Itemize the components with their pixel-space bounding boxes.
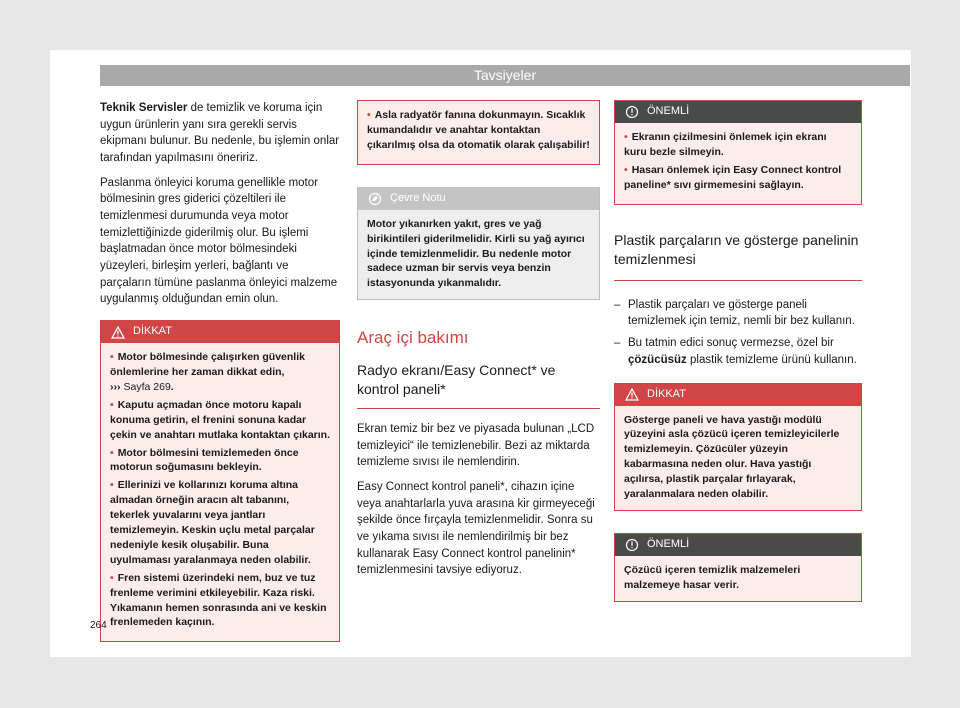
bullet: •: [110, 351, 114, 364]
subsection-title: Plastik parçaların ve gösterge panelinin temizlenmesi: [614, 231, 862, 281]
info-circle-icon: [625, 538, 639, 552]
notice-title: ÖNEMLİ: [647, 105, 690, 118]
page: [50, 50, 911, 657]
notice-header: [615, 534, 861, 556]
paragraph-panel: Easy Connect kontrol paneli*, cihazın içine veya anahtarlarla yuva arasına kir girmeyeceği şekilde önce fırçayla temizlenmelidir. Sonra su ve yıkama sıvısı ile nemlendirilmiş bir bez kullanarak Easy Connect kontrol panelinin* temizlenmesini tavsiye ediyoruz.: [357, 481, 595, 577]
notice-box: [614, 533, 862, 602]
warning-header: [615, 384, 861, 406]
warning-item-text: Fren sistemi üzerindeki nem, buz ve tuz frenleme verimini etkileyebilir. Kaza riski. Yıkamanın hemen sonrasında ani ve keskin frenlemeden kaçının.: [110, 571, 327, 629]
page-reference-link[interactable]: [110, 381, 171, 393]
warning-box: [100, 320, 340, 642]
warning-item-text: Asla radyatör fanına dokunmayın. Sıcaklık kumandalıdır ve anahtar kontaktan çıkarılmış olsa da otomatik olarak çalışabilir!: [367, 109, 590, 151]
dash: –: [614, 298, 621, 311]
notice-item: [624, 163, 852, 193]
paragraph-service: [100, 100, 340, 167]
info-circle-icon: [625, 105, 639, 119]
bullet: •: [367, 109, 371, 121]
column-middle: [357, 100, 600, 587]
eco-note-box: [357, 187, 600, 301]
paragraph-rust: Paslanma önleyici koruma genellikle motor bölmesinin gres giderici çözeltileri ile temizlenmesi durumunda veya motor temizlettiğinizde giderilmiş olur. Bu işlemi başlatmadan önce motor bölmesindeki yüzeyleri, birleşim yerleri, bağlantı ve parçaların tümüne paslanma önleyici malzeme uygulanmış olduğundan emin olun.: [100, 176, 338, 306]
warning-item: [110, 398, 330, 443]
warning-title: DİKKAT: [647, 387, 686, 400]
notice-item-text: Hasarı önlemek için Easy Connect kontrol paneline* sıvı girmemesini sağlayın.: [624, 163, 842, 191]
notice-body: [615, 123, 861, 204]
warning-triangle-icon: [625, 388, 639, 402]
notice-item: [624, 130, 852, 160]
warning-continuation-body: [358, 101, 599, 164]
xref-text: Sayfa 269: [123, 380, 171, 393]
warning-body: Gösterge paneli ve hava yastığı modülü yüzeyini asla çözücü içeren temizleyicilerle temizlemeyin. Çözücüler yüzeyin kabarmasına neden olur. Hava yastığı açılırsa, plastik parçalar fırlayarak, yaralanmalara neden olabilir.: [624, 413, 840, 501]
list-text-b: plastik temizleme ürünü kullanın.: [686, 353, 857, 366]
warning-box: [614, 383, 862, 511]
warning-title: DİKKAT: [133, 325, 172, 338]
warning-triangle-icon: [111, 325, 125, 339]
notice-body: Çözücü içeren temizlik malzemeleri malzemeye hasar verir.: [624, 563, 801, 591]
warning-body: [101, 343, 339, 641]
service-text: de temizlik ve koruma için uygun ürünlerin yanı sıra gerekli servis ekipmanı bulunur. Bu nedenle, bu işlemin onlar tarafından yapılmasını öneririz.: [100, 102, 340, 165]
list-item: [614, 297, 862, 330]
bullet: •: [624, 163, 628, 176]
warning-header: [101, 321, 339, 343]
bullet: •: [110, 446, 114, 459]
warning-item: [110, 571, 330, 631]
warning-item-text: Kaputu açmadan önce motoru kapalı konuma getirin, el frenini sonuna kadar çekin ve anahtarı mutlaka kontaktan çıkarın.: [110, 398, 331, 441]
bullet: •: [110, 479, 114, 492]
column-left: [100, 100, 340, 654]
list-item: [614, 335, 862, 368]
list-text-bold: çözücüsüz: [628, 353, 687, 366]
xref-arrow-icon: ›››: [110, 380, 121, 393]
list-item-text: [628, 335, 862, 368]
list-item-text: Plastik parçaları ve gösterge paneli temizlemek için temiz, nemli bir bez kullanın.: [628, 298, 855, 328]
bullet: •: [110, 571, 114, 584]
warning-item: [367, 108, 590, 153]
warning-item: [110, 446, 330, 476]
subsection-title: Radyo ekranı/Easy Connect* ve kontrol paneli*: [357, 361, 600, 409]
warning-item: [110, 478, 330, 567]
notice-header: [615, 101, 861, 123]
page-header: Tavsiyeler: [100, 65, 910, 86]
list-text-a: Bu tatmin edici sonuç vermezse, özel bir: [628, 337, 834, 350]
warning-item-text: Ellerinizi ve kollarınızı koruma altına almadan örneğin aracın alt tabanını, tekerlek yuvalarını veya jantları temizlemeyin. Keskin uçlu metal parçalar nedeniyle kesik oluşabilir. Buna uyulmaması yaralanmaya neden olabilir.: [110, 479, 315, 566]
eco-note-body: Motor yıkanırken yakıt, gres ve yağ birikintileri giderilmelidir. Kirli su yağ ayırıcı içinde temizlenmelidir. Bu nedenle motor sadece uzman bir servis veya benzin istasyonunda yıkanmalıdır.: [358, 210, 599, 300]
bullet: •: [110, 398, 114, 411]
dash: –: [614, 337, 621, 350]
column-right: [614, 100, 862, 614]
paragraph-screen: Ekran temiz bir bez ve piyasada bulunan „LCD temizleyici“ ile temizlenebilir. Bezi az miktarda temizleme sıvısı ile nemlendirin.: [357, 423, 595, 469]
eco-note-header: [358, 188, 599, 210]
notice-box: [614, 100, 862, 205]
eco-note-title: Çevre Notu: [390, 191, 446, 204]
warning-item: • Motor bölmesinde çalışırken güvenlik önlemlerine her zaman dikkat edin, ››› Sayfa 269.: [110, 351, 305, 393]
notice-title: ÖNEMLİ: [647, 537, 690, 550]
warning-item-text: Motor bölmesini temizlemeden önce motorun soğumasını bekleyin.: [110, 446, 299, 474]
warning-continuation-box: [357, 100, 600, 165]
notice-item-text: Ekranın çizilmesini önlemek için ekranı kuru bezle silmeyin.: [624, 131, 827, 158]
service-term: Teknik Servisler: [100, 102, 188, 114]
bullet: •: [624, 131, 628, 143]
leaf-icon: [368, 192, 382, 206]
section-title: Araç içi bakımı: [357, 328, 469, 348]
page-number: 264: [90, 620, 107, 631]
warning-item-text: Motor bölmesinde çalışırken güvenlik önlemlerine her zaman dikkat edin,: [110, 351, 305, 378]
